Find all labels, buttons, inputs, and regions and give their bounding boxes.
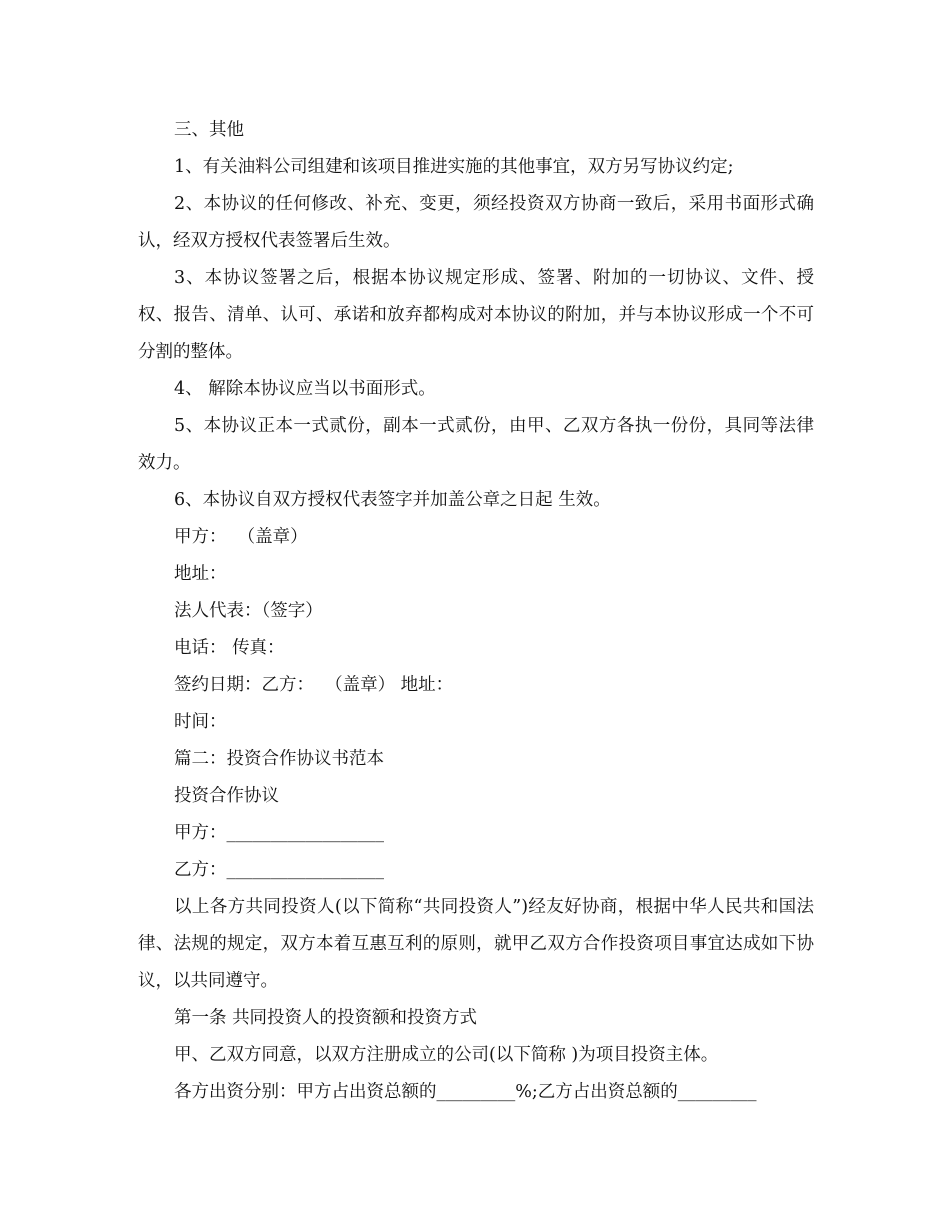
party-a-seal-line: 甲方： （盖章） <box>174 527 308 547</box>
article-1-paragraph-2: 各方出资分别：甲方占出资总额的_________%;乙方占出资总额的_________ <box>174 1082 757 1102</box>
party-a-blank: 甲方：__________________ <box>174 823 384 843</box>
clause-5: 5、本协议正本一式贰份，副本一式贰份，由甲、乙双方各执一份份，具同等法律效力。 <box>138 416 814 473</box>
clause-2: 2、本协议的任何修改、补充、变更，须经投资双方协商一致后，采用书面形式确认，经双方授权代表签署后生效。 <box>138 194 814 251</box>
legal-representative-line: 法人代表：（签字） <box>174 601 323 621</box>
time-line: 时间： <box>174 712 227 732</box>
clause-6: 6、本协议自双方授权代表签字并加盖公章之日起 生效。 <box>174 490 611 510</box>
article-1-heading: 第一条 共同投资人的投资额和投资方式 <box>174 1008 478 1028</box>
document-page <box>138 112 814 1111</box>
clause-4: 4、 解除本协议应当以书面形式。 <box>174 379 436 399</box>
agreement-title: 投资合作协议 <box>174 786 279 806</box>
clause-1: 1、有关油料公司组建和该项目推进实施的其他事宜，双方另写协议约定; <box>174 157 734 177</box>
article-1-paragraph-1: 甲、乙双方同意，以双方注册成立的公司(以下简称 )为项目投资主体。 <box>174 1045 719 1065</box>
party-b-blank: 乙方：__________________ <box>174 860 384 880</box>
section-heading-other: 三、其他 <box>174 120 244 140</box>
preamble: 以上各方共同投资人(以下简称“共同投资人”)经友好协商，根据中华人民共和国法律、法规的规定，双方本着互惠互利的原则，就甲乙双方合作投资项目事宜达成如下协议，以共同遵守。 <box>138 897 814 991</box>
phone-fax-line: 电话： 传真： <box>174 638 285 658</box>
clause-3: 3、本协议签署之后，根据本协议规定形成、签署、附加的一切协议、文件、授权、报告、清单、认可、承诺和放弃都构成对本协议的附加，并与本协议形成一个不可分割的整体。 <box>138 268 814 362</box>
address-line: 地址： <box>174 564 227 584</box>
chapter-two-heading: 篇二：投资合作协议书范本 <box>174 749 384 769</box>
signing-date-line: 签约日期：乙方： （盖章） 地址： <box>174 675 454 695</box>
